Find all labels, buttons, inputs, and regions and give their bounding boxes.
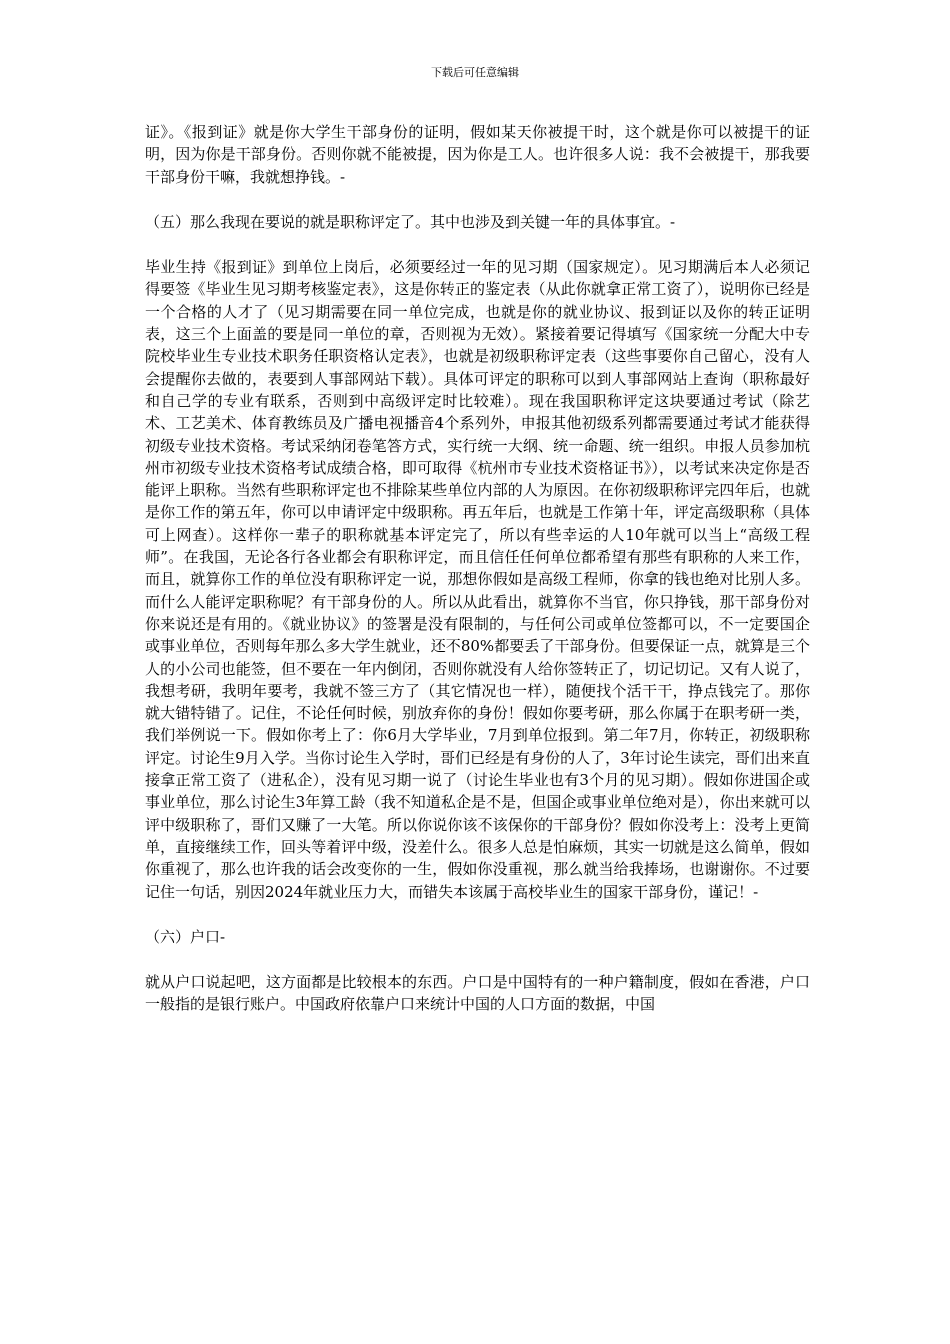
paragraph-baodaozheng: 证》。《报到证》就是你大学生干部身份的证明，假如某天你被提干时，这个就是你可以被提干的证明，因为你是干部身份。否则你就不能被提，因为你是工人。也许很多人说：我不会被提干，那我要干部身份干嘛，我就想挣钱。- (145, 123, 810, 186)
paragraph-zhicheng: 毕业生持《报到证》到单位上岗后，必须要经过一年的见习期（国家规定）。见习期满后本人必须记得要签《毕业生见习期考核鉴定表》，这是你转正的鉴定表（从此你就拿正常工资了），说明你已经是一个合格的人才了（见习期需要在同一单位完成，也就是你的就业协议、报到证以及你的转正证明表，这三个上面盖的要是同一单位的章，否则视为无效）。紧接着要记得填写《国家统一分配大中专院校毕业生专业技术职务任职资格认定表》，也就是初级职称评定表（这些事要你自己留心，没有人会提醒你去做的，表要到人事部网站下载）。具体可评定的职称可以到人事部网站上查询（职称最好和自己学的专业有联系，否则到中高级评定时比较难）。现在我国职称评定这块要通过考试（除艺术、工艺美术、体育教练员及广播电视播音4个系列外，申报其他初级系列都需要通过考试才能获得初级专业技术资格。考试采纳闭卷笔答方式，实行统一大纲、统一命题、统一组织。申报人员参加杭州市初级专业技术资格考试成绩合格，即可取得《杭州市专业技术资格证书》），以考试来决定你是否能评上职称。当然有些职称评定也不排除某些单位内部的人为原因。在你初级职称评完四年后，也就是你工作的第五年，你可以申请评定中级职称。再五年后，也就是工作第十年，评定高级职称（具体可上网查）。这样你一辈子的职称就基本评定完了，所以有些幸运的人10年就可以当上“高级工程师”。在我国，无论各行各业都会有职称评定，而且信任任何单位都希望有那些有职称的人来工作，而且，就算你工作的单位没有职称评定一说，那想你假如是高级工程师，你拿的钱也绝对比别人多。而什么人能评定职称呢？有干部身份的人。所以从此看出，就算你不当官，你只挣钱，那干部身份对你来说还是有用的。《就业协议》的签署是没有限制的，与任何公司或单位签都可以，不一定要国企或事业单位，否则每年那么多大学生就业，还不80%都要丢了干部身份。但要保证一点，就算是三个人的小公司也能签，但不要在一年内倒闭，否则你就没有人给你签转正了，切记切记。又有人说了，我想考研，我明年要考，我就不签三方了（其它情况也一样），随便找个活干干，挣点钱完了。那你就大错特错了。记住，不论任何时候，别放弃你的身份！假如你要考研，那么你属于在职考研一类，我们举例说一下。假如你考上了：你6月大学毕业，7月到单位报到。第二年7月，你转正，初级职称评定。讨论生9月入学。当你讨论生入学时，哥们已经是有身份的人了，3年讨论生读完，哥们出来直接拿正常工资了（进私企），没有见习期一说了（讨论生毕业也有3个月的见习期）。假如你进国企或事业单位，那么讨论生3年算工龄（我不知道私企是不是，但国企或事业单位绝对是），你出来就可以评中级职称了，哥们又赚了一大笔。所以你说你该不该保你的干部身份？假如你没考上：没考上更简单，直接继续工作，回头等着评中级，没差什么。很多人总是怕麻烦，其实一切就是这么简单，假如你重视了，那么也许我的话会改变你的一生，假如你没重视，那么就当给我捧场，也谢谢你。不过要记住一句话，别因2024年就业压力大，而错失本该属于高校毕业生的国家干部身份，谨记！- (145, 258, 810, 901)
document-body (145, 121, 810, 1039)
section-heading-6: （六）户口- (145, 927, 226, 946)
page-header: 下载后可任意编辑 (431, 66, 519, 79)
paragraph-hukou: 就从户口说起吧，这方面都是比较根本的东西。户口是中国特有的一种户籍制度，假如在香港，户口一般指的是银行账户。中国政府依靠户口来统计中国的人口方面的数据，中国 (145, 973, 810, 1014)
section-heading-5: （五）那么我现在要说的就是职称评定了。其中也涉及到关键一年的具体事宜。- (145, 212, 676, 231)
